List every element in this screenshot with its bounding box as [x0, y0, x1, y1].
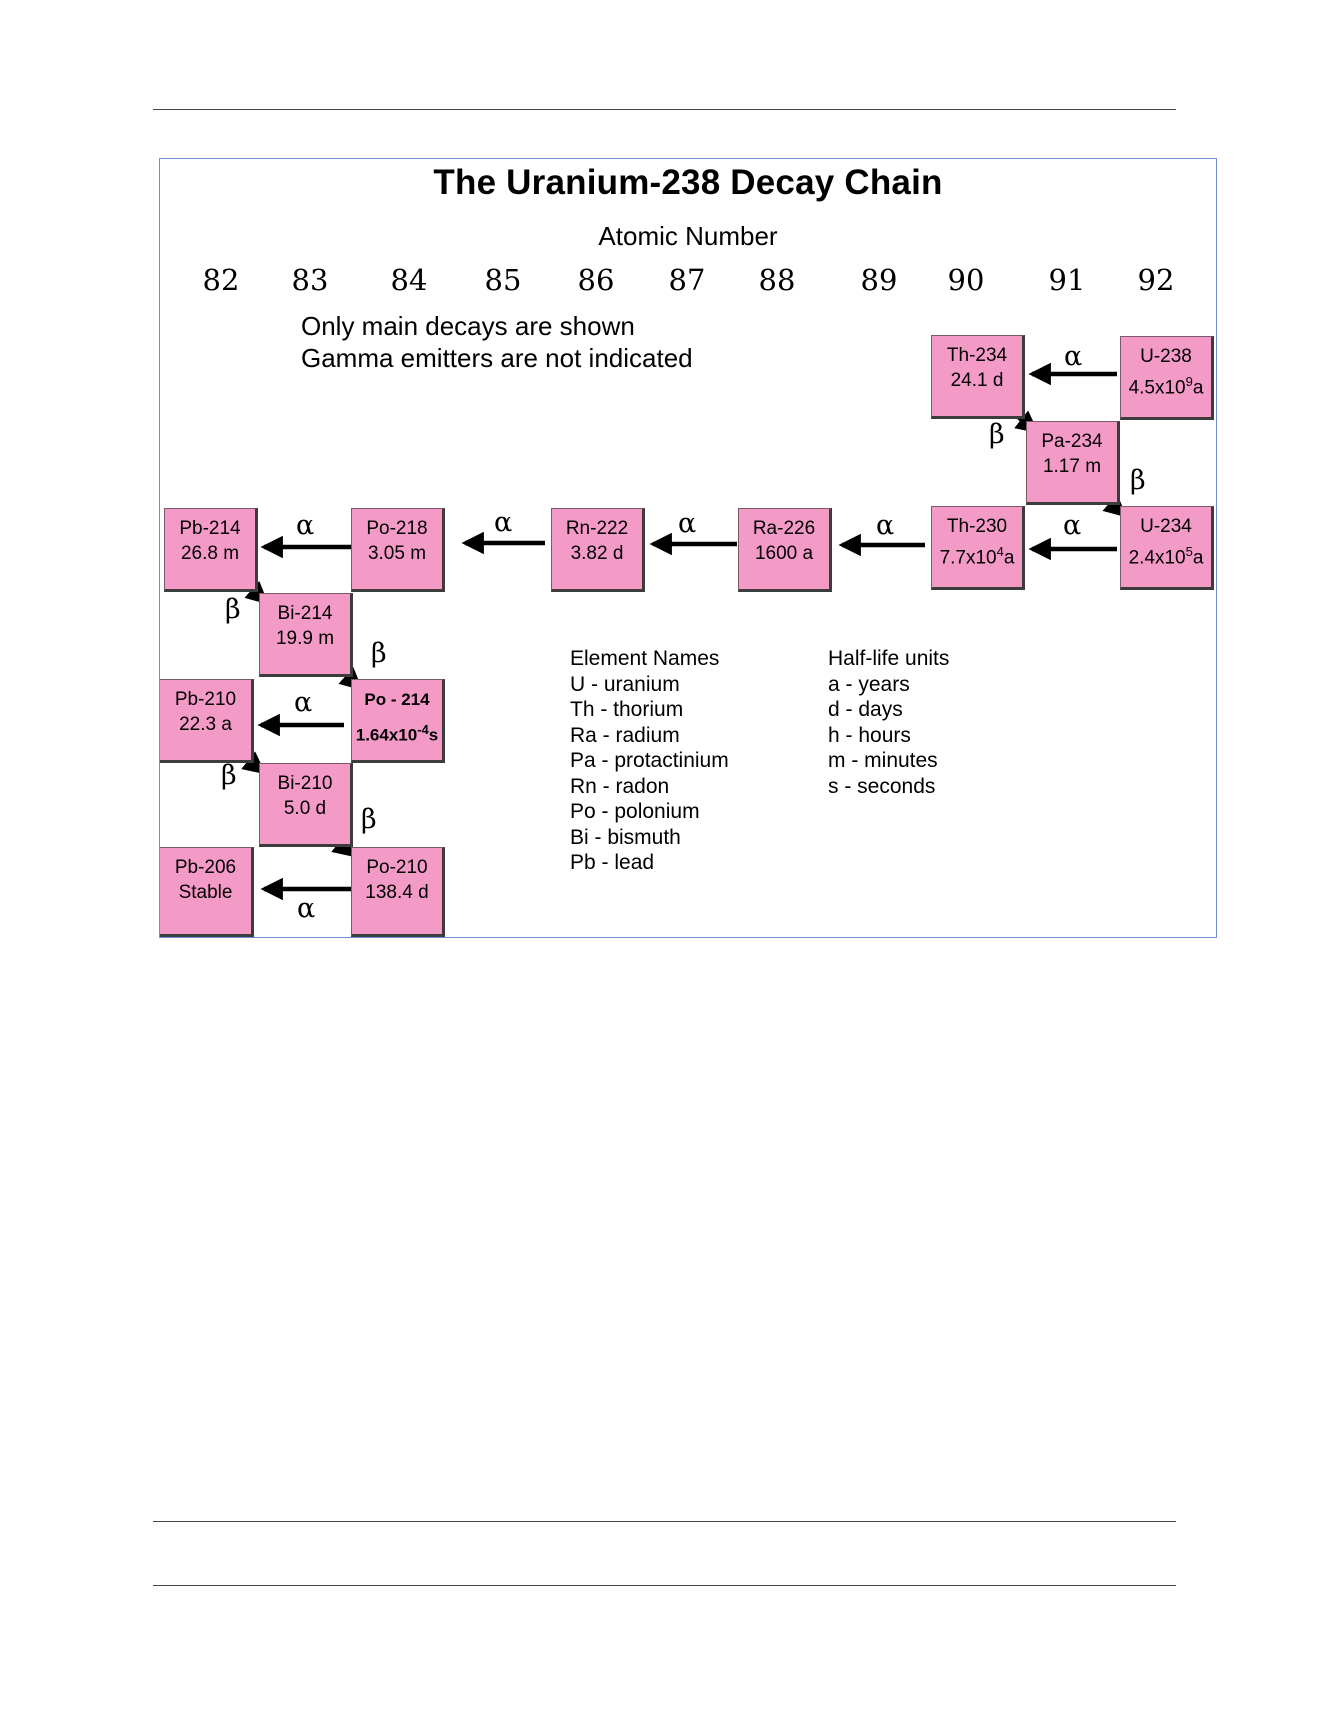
nuclide-name: Ra-226	[752, 518, 816, 539]
legend-item: Ra - radium	[570, 723, 680, 747]
atomic-number-86: 86	[577, 263, 615, 297]
legend-item: Pb - lead	[570, 851, 655, 874]
alpha-symbol: α	[678, 508, 697, 539]
nuclide-pb206	[160, 847, 254, 937]
nuclide-half-life: 1600 a	[754, 543, 814, 564]
nuclide-name: Po-210	[366, 857, 428, 878]
beta-symbol: β	[361, 804, 377, 835]
legend-item: U - uranium	[570, 672, 680, 696]
legend-heading: Half-life units	[828, 647, 950, 670]
nuclide-name: Th-230	[946, 516, 1008, 537]
alpha-symbol: α	[876, 510, 895, 541]
nuclide-bi214	[259, 593, 353, 677]
atomic-number-85: 85	[484, 263, 522, 297]
axis-label: Atomic Number	[598, 221, 778, 251]
nuclide-ra226	[738, 508, 832, 592]
nuclide-half-life: Stable	[178, 882, 233, 903]
nuclide-th234	[931, 335, 1025, 419]
nuclide-name: Rn-222	[565, 518, 629, 539]
nuclide-u238	[1120, 336, 1214, 420]
alpha-symbol: α	[296, 510, 315, 541]
atomic-number-89: 89	[860, 263, 898, 297]
nuclide-th230	[931, 506, 1025, 590]
nuclide-half-life: $4.5x10^9a$	[1128, 374, 1204, 399]
atomic-number-91: 91	[1048, 263, 1086, 297]
figure-title: The Uranium-238 Decay Chain	[433, 163, 943, 202]
legend-item: m - minutes	[828, 749, 938, 772]
nuclide-po210	[351, 847, 445, 937]
legend-item: Rn - radon	[570, 774, 670, 798]
nuclide-half-life: $2.4x10^5a$	[1128, 544, 1204, 569]
legend-item: Pa - protactinium	[570, 749, 729, 772]
legend-item: d - days	[828, 698, 903, 721]
beta-symbol: β	[225, 594, 241, 625]
nuclide-name: Pb-210	[174, 689, 237, 710]
nuclide-half-life: $7.7x10^4a$	[939, 544, 1015, 569]
nuclide-po218	[351, 508, 445, 592]
nuclide-name: Pb-206	[174, 857, 237, 878]
nuclide-half-life: 24.1 d	[950, 370, 1004, 391]
beta-symbol: β	[371, 638, 387, 669]
decay-chain-figure	[159, 158, 1217, 938]
note-main-decays: Only main decays are shown	[301, 311, 635, 341]
atomic-number-82: 82	[202, 263, 240, 297]
nuclide-rn222	[551, 508, 645, 592]
atomic-number-90: 90	[947, 263, 985, 297]
nuclide-pb210	[160, 679, 254, 763]
legend-item: Po - polonium	[570, 800, 700, 823]
alpha-symbol: α	[297, 893, 316, 924]
nuclide-name: U-238	[1140, 346, 1192, 367]
nuclide-bi210	[259, 763, 353, 847]
legend-item: a - years	[828, 672, 910, 696]
nuclide-name: Th-234	[946, 345, 1008, 366]
alpha-symbol: α	[294, 687, 313, 718]
nuclide-half-life: 3.82 d	[570, 543, 624, 564]
atomic-number-84: 84	[390, 263, 428, 297]
beta-symbol: β	[1130, 465, 1146, 496]
alpha-symbol: α	[1063, 510, 1082, 541]
nuclide-name: Pa-234	[1041, 431, 1103, 452]
beta-symbol: β	[989, 419, 1005, 450]
nuclide-pb214	[164, 508, 258, 592]
legend-item: Th - thorium	[570, 698, 684, 721]
alpha-symbol: α	[1064, 341, 1083, 372]
footer-rule-upper	[153, 1521, 1176, 1522]
nuclide-name: U-234	[1140, 516, 1192, 537]
nuclide-name: Bi-210	[277, 773, 333, 794]
legend-item: Bi - bismuth	[570, 825, 681, 849]
legend-heading: Element Names	[570, 647, 720, 670]
note-gamma: Gamma emitters are not indicated	[301, 343, 693, 373]
nuclide-half-life: 1.17 m	[1042, 456, 1102, 477]
nuclide-half-life: 3.05 m	[367, 543, 427, 564]
nuclide-half-life: 19.9 m	[275, 628, 335, 649]
beta-symbol: β	[221, 760, 237, 791]
nuclide-pa234	[1026, 421, 1120, 505]
nuclide-half-life: 5.0 d	[283, 798, 327, 819]
legend-item: s - seconds	[828, 774, 936, 798]
header-rule	[153, 109, 1176, 110]
atomic-number-92: 92	[1137, 263, 1175, 297]
nuclide-half-life: $1.64x10^{-4}s$	[355, 722, 439, 745]
nuclide-name: Po-218	[366, 518, 428, 539]
nuclide-half-life: 22.3 a	[179, 714, 232, 735]
half-life-units-legend	[828, 646, 949, 799]
atomic-number-88: 88	[758, 263, 796, 297]
nuclide-name: Po - 214	[364, 690, 430, 709]
atomic-number-87: 87	[668, 263, 706, 297]
footer-rule-lower	[153, 1585, 1176, 1586]
nuclide-half-life: 26.8 m	[180, 543, 240, 564]
nuclide-po214	[351, 679, 445, 763]
nuclide-name: Bi-214	[277, 603, 333, 624]
legend-item: h - hours	[828, 723, 911, 747]
alpha-symbol: α	[494, 507, 513, 538]
nuclide-half-life: 138.4 d	[365, 882, 429, 903]
nuclide-u234	[1120, 506, 1214, 590]
atomic-number-83: 83	[291, 263, 329, 297]
element-names-legend	[570, 646, 729, 876]
nuclide-name: Pb-214	[179, 518, 241, 539]
